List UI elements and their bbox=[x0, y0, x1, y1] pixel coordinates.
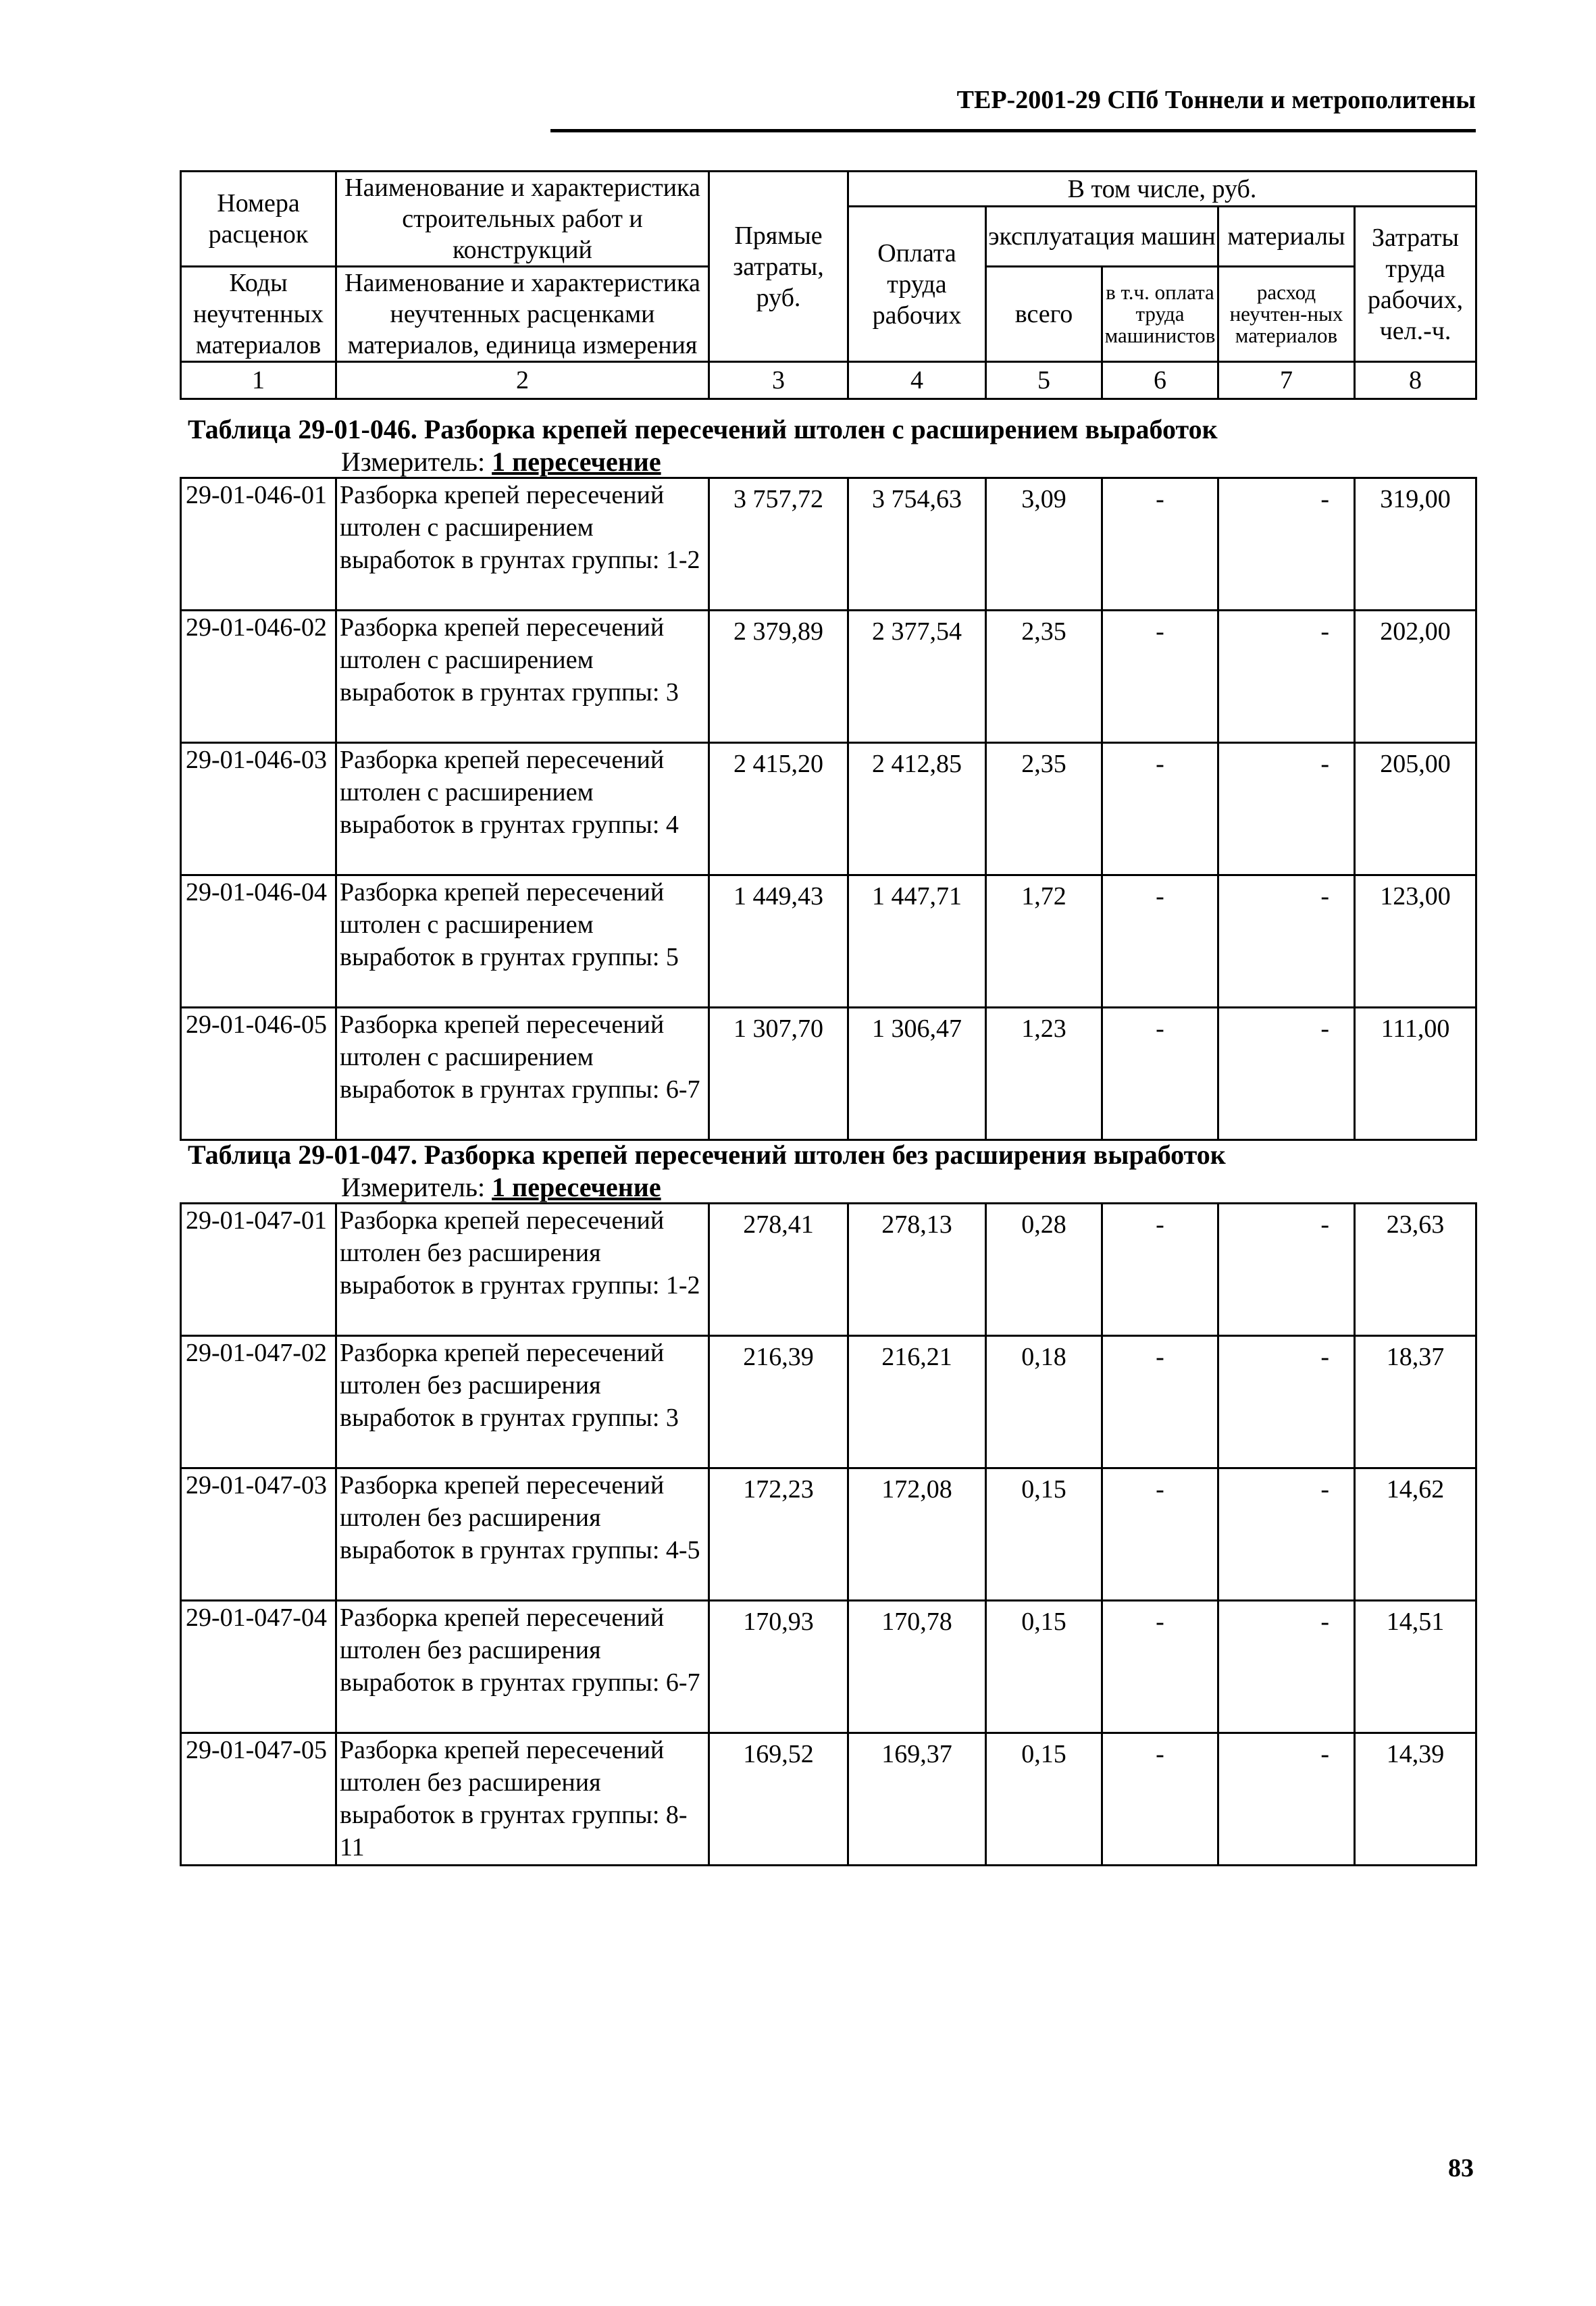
direct-cost: 278,41 bbox=[709, 1204, 848, 1336]
work-name: Разборка крепей пересечений штолен без расширения выработок в грунтах группы: 6-7 bbox=[336, 1601, 709, 1733]
col-header-worker-pay: Оплата труда рабочих bbox=[848, 207, 986, 362]
table-046-caption: Таблица 29-01-046. Разборка крепей пересечений штолен с расширением выработок bbox=[188, 414, 1218, 444]
rate-code: 29-01-047-01 bbox=[181, 1204, 336, 1336]
measure-value: 1 пересечение bbox=[492, 446, 661, 477]
col-number-4: 4 bbox=[848, 362, 986, 399]
col-number-3: 3 bbox=[709, 362, 848, 399]
column-header-table bbox=[180, 170, 1477, 400]
operator-pay: - bbox=[1102, 1733, 1218, 1866]
unaccounted-materials: - bbox=[1218, 1468, 1355, 1601]
table-row bbox=[181, 1601, 1476, 1733]
work-name: Разборка крепей пересечений штолен без расширения выработок в грунтах группы: 3 bbox=[336, 1336, 709, 1468]
table-row bbox=[181, 1204, 1476, 1336]
rate-code: 29-01-046-01 bbox=[181, 478, 336, 611]
worker-pay: 3 754,63 bbox=[848, 478, 986, 611]
col-header-including-group: В том числе, руб. bbox=[848, 172, 1476, 207]
col-number-5: 5 bbox=[986, 362, 1102, 399]
rate-code: 29-01-047-03 bbox=[181, 1468, 336, 1601]
labor-hours: 23,63 bbox=[1355, 1204, 1476, 1336]
page-number: 83 bbox=[1448, 2154, 1474, 2182]
worker-pay: 170,78 bbox=[848, 1601, 986, 1733]
worker-pay: 278,13 bbox=[848, 1204, 986, 1336]
labor-hours: 14,51 bbox=[1355, 1601, 1476, 1733]
operator-pay: - bbox=[1102, 1336, 1218, 1468]
rate-code: 29-01-046-03 bbox=[181, 743, 336, 875]
table-046 bbox=[180, 477, 1477, 1141]
unaccounted-materials: - bbox=[1218, 478, 1355, 611]
unaccounted-materials: - bbox=[1218, 1204, 1355, 1336]
work-name: Разборка крепей пересечений штолен с расширением выработок в грунтах группы: 3 bbox=[336, 611, 709, 743]
rate-code: 29-01-047-02 bbox=[181, 1336, 336, 1468]
rate-code: 29-01-046-05 bbox=[181, 1008, 336, 1140]
measure-value: 1 пересечение bbox=[492, 1172, 661, 1202]
direct-cost: 172,23 bbox=[709, 1468, 848, 1601]
machines-total: 1,72 bbox=[986, 875, 1102, 1008]
direct-cost: 170,93 bbox=[709, 1601, 848, 1733]
work-name: Разборка крепей пересечений штолен с расширением выработок в грунтах группы: 5 bbox=[336, 875, 709, 1008]
col-header-machines-total: всего bbox=[986, 267, 1102, 362]
operator-pay: - bbox=[1102, 611, 1218, 743]
work-name: Разборка крепей пересечений штолен с расширением выработок в грунтах группы: 1-2 bbox=[336, 478, 709, 611]
operator-pay: - bbox=[1102, 478, 1218, 611]
worker-pay: 2 412,85 bbox=[848, 743, 986, 875]
machines-total: 0,15 bbox=[986, 1601, 1102, 1733]
direct-cost: 1 449,43 bbox=[709, 875, 848, 1008]
col-number-8: 8 bbox=[1355, 362, 1476, 399]
labor-hours: 205,00 bbox=[1355, 743, 1476, 875]
table-row bbox=[181, 1008, 1476, 1140]
rate-code: 29-01-046-04 bbox=[181, 875, 336, 1008]
worker-pay: 1 447,71 bbox=[848, 875, 986, 1008]
col-header-work-name: Наименование и характеристика строительных работ и конструкций bbox=[336, 172, 709, 267]
machines-total: 2,35 bbox=[986, 743, 1102, 875]
header-divider bbox=[550, 129, 1476, 132]
operator-pay: - bbox=[1102, 1008, 1218, 1140]
table-row bbox=[181, 478, 1476, 611]
work-name: Разборка крепей пересечений штолен с расширением выработок в грунтах группы: 6-7 bbox=[336, 1008, 709, 1140]
unaccounted-materials: - bbox=[1218, 743, 1355, 875]
labor-hours: 202,00 bbox=[1355, 611, 1476, 743]
direct-cost: 2 415,20 bbox=[709, 743, 848, 875]
table-row bbox=[181, 611, 1476, 743]
labor-hours: 123,00 bbox=[1355, 875, 1476, 1008]
rate-code: 29-01-047-04 bbox=[181, 1601, 336, 1733]
table-047-measure bbox=[341, 1171, 661, 1203]
col-header-material-names: Наименование и характеристика неучтенных расценками материалов, единица измерения bbox=[336, 267, 709, 362]
col-number-2: 2 bbox=[336, 362, 709, 399]
machines-total: 0,15 bbox=[986, 1468, 1102, 1601]
machines-total: 2,35 bbox=[986, 611, 1102, 743]
table-row bbox=[181, 743, 1476, 875]
col-header-direct-costs: Прямые затраты, руб. bbox=[709, 172, 848, 362]
unaccounted-materials: - bbox=[1218, 611, 1355, 743]
work-name: Разборка крепей пересечений штолен без расширения выработок в грунтах группы: 1-2 bbox=[336, 1204, 709, 1336]
operator-pay: - bbox=[1102, 1601, 1218, 1733]
labor-hours: 319,00 bbox=[1355, 478, 1476, 611]
document-header-title: ТЕР-2001-29 СПб Тоннели и метрополитены bbox=[956, 86, 1476, 114]
unaccounted-materials: - bbox=[1218, 1733, 1355, 1866]
col-number-6: 6 bbox=[1102, 362, 1218, 399]
unaccounted-materials: - bbox=[1218, 1336, 1355, 1468]
table-row bbox=[181, 875, 1476, 1008]
direct-cost: 1 307,70 bbox=[709, 1008, 848, 1140]
worker-pay: 1 306,47 bbox=[848, 1008, 986, 1140]
work-name: Разборка крепей пересечений штолен без расширения выработок в грунтах группы: 4-5 bbox=[336, 1468, 709, 1601]
col-header-unaccounted-materials: расход неучтен-ных материалов bbox=[1218, 267, 1355, 362]
table-047 bbox=[180, 1202, 1477, 1866]
worker-pay: 172,08 bbox=[848, 1468, 986, 1601]
col-header-material-codes: Коды неучтенных материалов bbox=[181, 267, 336, 362]
machines-total: 0,15 bbox=[986, 1733, 1102, 1866]
operator-pay: - bbox=[1102, 1204, 1218, 1336]
labor-hours: 14,62 bbox=[1355, 1468, 1476, 1601]
table-row bbox=[181, 1336, 1476, 1468]
col-number-1: 1 bbox=[181, 362, 336, 399]
col-header-labor-hours: Затраты труда рабочих, чел.-ч. bbox=[1355, 207, 1476, 362]
table-046-measure bbox=[341, 446, 661, 478]
col-header-materials: материалы bbox=[1218, 207, 1355, 267]
direct-cost: 169,52 bbox=[709, 1733, 848, 1866]
labor-hours: 111,00 bbox=[1355, 1008, 1476, 1140]
machines-total: 0,18 bbox=[986, 1336, 1102, 1468]
labor-hours: 18,37 bbox=[1355, 1336, 1476, 1468]
measure-label: Измеритель: bbox=[341, 446, 486, 477]
operator-pay: - bbox=[1102, 743, 1218, 875]
work-name: Разборка крепей пересечений штолен без расширения выработок в грунтах группы: 8-11 bbox=[336, 1733, 709, 1866]
worker-pay: 216,21 bbox=[848, 1336, 986, 1468]
measure-label: Измеритель: bbox=[341, 1172, 486, 1202]
rate-code: 29-01-047-05 bbox=[181, 1733, 336, 1866]
table-row bbox=[181, 1733, 1476, 1866]
direct-cost: 3 757,72 bbox=[709, 478, 848, 611]
worker-pay: 169,37 bbox=[848, 1733, 986, 1866]
direct-cost: 2 379,89 bbox=[709, 611, 848, 743]
operator-pay: - bbox=[1102, 875, 1218, 1008]
direct-cost: 216,39 bbox=[709, 1336, 848, 1468]
col-header-rate-number: Номера расценок bbox=[181, 172, 336, 267]
operator-pay: - bbox=[1102, 1468, 1218, 1601]
table-row bbox=[181, 1468, 1476, 1601]
machines-total: 0,28 bbox=[986, 1204, 1102, 1336]
machines-total: 3,09 bbox=[986, 478, 1102, 611]
unaccounted-materials: - bbox=[1218, 1601, 1355, 1733]
col-header-operator-pay: в т.ч. оплата труда машинистов bbox=[1102, 267, 1218, 362]
unaccounted-materials: - bbox=[1218, 875, 1355, 1008]
rate-code: 29-01-046-02 bbox=[181, 611, 336, 743]
unaccounted-materials: - bbox=[1218, 1008, 1355, 1140]
work-name: Разборка крепей пересечений штолен с расширением выработок в грунтах группы: 4 bbox=[336, 743, 709, 875]
table-047-caption: Таблица 29-01-047. Разборка крепей пересечений штолен без расширения выработок bbox=[188, 1139, 1226, 1170]
col-number-7: 7 bbox=[1218, 362, 1355, 399]
col-header-machine-operation: эксплуатация машин bbox=[986, 207, 1218, 267]
labor-hours: 14,39 bbox=[1355, 1733, 1476, 1866]
worker-pay: 2 377,54 bbox=[848, 611, 986, 743]
machines-total: 1,23 bbox=[986, 1008, 1102, 1140]
